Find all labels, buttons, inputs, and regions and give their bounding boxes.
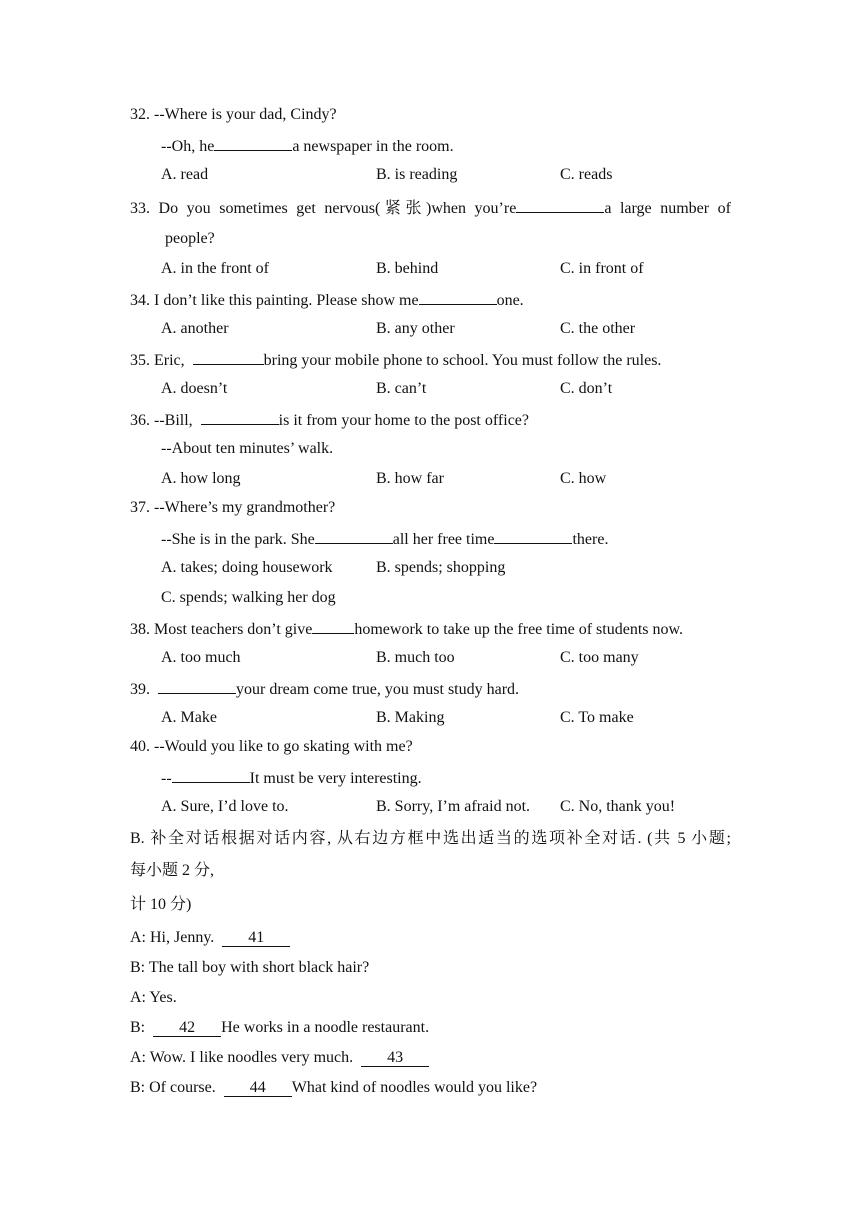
q36-option-b: B. how far xyxy=(376,470,444,487)
q39-option-a: A. Make xyxy=(161,709,217,726)
q32-text-a: --Oh, he xyxy=(161,138,215,155)
dialog-line-5 xyxy=(130,1048,429,1068)
q34-option-c: C. the other xyxy=(560,320,636,337)
dialog-line-4 xyxy=(130,1018,429,1038)
q34-option-a: A. another xyxy=(161,320,229,337)
section-b-heading-2: 每小题 2 分, xyxy=(130,862,215,879)
q35-text-b: bring your mobile phone to school. You must follow the rules. xyxy=(263,352,662,369)
q37-line2 xyxy=(161,528,608,550)
q36-line2: --About ten minutes’ walk. xyxy=(161,440,334,457)
q38-text-a: 38. Most teachers don’t give xyxy=(130,621,313,638)
answer-blank xyxy=(193,349,264,365)
blank-42: 42 xyxy=(153,1019,221,1037)
q39-option-c: C. To make xyxy=(560,709,634,726)
q37-option-c: C. spends; walking her dog xyxy=(161,589,336,606)
q34-stem xyxy=(130,289,524,311)
answer-blank xyxy=(172,767,250,783)
dialog-text: A: Hi, Jenny. xyxy=(130,929,219,946)
q38-stem xyxy=(130,618,683,640)
answer-blank xyxy=(494,528,572,544)
q36-stem xyxy=(130,409,529,431)
q32-stem: 32. --Where is your dad, Cindy? xyxy=(130,106,337,123)
section-b-heading: B. 补全对话根据对话内容, 从右边方框中选出适当的选项补全对话. (共 5 小题; xyxy=(130,830,731,847)
blank-41: 41 xyxy=(222,929,290,947)
q34-option-b: B. any other xyxy=(376,320,455,337)
answer-blank xyxy=(419,289,497,305)
q37-text-c: there. xyxy=(572,531,609,548)
q35-option-b: B. can’t xyxy=(376,380,427,397)
q33-option-c: C. in front of xyxy=(560,260,644,277)
q36-text-b: is it from your home to the post office? xyxy=(278,412,529,429)
q37-text-a: --She is in the park. She xyxy=(161,531,315,548)
answer-blank xyxy=(315,528,393,544)
section-b-heading-3: 计 10 分) xyxy=(130,896,192,913)
blank-43: 43 xyxy=(361,1049,429,1067)
q34-text-b: one. xyxy=(496,292,524,309)
q35-stem xyxy=(130,349,661,371)
q40-option-c: C. No, thank you! xyxy=(560,798,676,815)
q33-text-b: a large number of xyxy=(604,200,731,217)
q35-option-c: C. don’t xyxy=(560,380,613,397)
q32-option-c: C. reads xyxy=(560,166,613,183)
q40-text-a: -- xyxy=(161,770,172,787)
q33-stem-cont: people? xyxy=(165,230,215,247)
q39-stem xyxy=(130,678,519,700)
q37-stem: 37. --Where’s my grandmother? xyxy=(130,499,336,516)
dialog-text: A: Wow. I like noodles very much. xyxy=(130,1049,358,1066)
answer-blank xyxy=(312,618,354,634)
dialog-text: B: xyxy=(130,1019,150,1036)
q37-text-b: all her free time xyxy=(392,531,495,548)
dialog-text: What kind of noodles would you like? xyxy=(291,1079,538,1096)
q40-option-a: A. Sure, I’d love to. xyxy=(161,798,289,815)
q38-option-c: C. too many xyxy=(560,649,639,666)
q37-option-b: B. spends; shopping xyxy=(376,559,506,576)
q38-text-b: homework to take up the free time of students now. xyxy=(354,621,683,638)
dialog-line-1 xyxy=(130,928,290,948)
blank-44: 44 xyxy=(224,1079,292,1097)
q33-text-a: 33. Do you sometimes get nervous(紧张)when you’re xyxy=(130,200,517,217)
q36-option-a: A. how long xyxy=(161,470,241,487)
q39-text-a: 39. xyxy=(130,681,154,698)
q33-option-a: A. in the front of xyxy=(161,260,269,277)
q38-option-b: B. much too xyxy=(376,649,455,666)
answer-blank xyxy=(158,678,236,694)
q33-option-b: B. behind xyxy=(376,260,439,277)
q36-text-a: 36. --Bill, xyxy=(130,412,197,429)
q40-option-b: B. Sorry, I’m afraid not. xyxy=(376,798,531,815)
q40-line2 xyxy=(161,767,422,789)
q32-option-a: A. read xyxy=(161,166,209,183)
q35-text-a: 35. Eric, xyxy=(130,352,189,369)
q39-option-b: B. Making xyxy=(376,709,445,726)
q33-stem xyxy=(130,197,731,219)
dialog-line-3: A: Yes. xyxy=(130,989,177,1006)
q40-stem: 40. --Would you like to go skating with me? xyxy=(130,738,413,755)
q32-option-b: B. is reading xyxy=(376,166,458,183)
q40-text-b: It must be very interesting. xyxy=(249,770,422,787)
q37-option-a: A. takes; doing housework xyxy=(161,559,333,576)
q36-option-c: C. how xyxy=(560,470,607,487)
q35-option-a: A. doesn’t xyxy=(161,380,228,397)
q32-text-b: a newspaper in the room. xyxy=(292,138,454,155)
q38-option-a: A. too much xyxy=(161,649,241,666)
answer-blank xyxy=(214,135,292,151)
q32-line2 xyxy=(161,135,454,157)
q34-text-a: 34. I don’t like this painting. Please show me xyxy=(130,292,419,309)
dialog-line-6 xyxy=(130,1078,537,1098)
dialog-line-2: B: The tall boy with short black hair? xyxy=(130,959,370,976)
answer-blank xyxy=(516,197,604,213)
dialog-text: He works in a noodle restaurant. xyxy=(221,1019,430,1036)
dialog-text: B: Of course. xyxy=(130,1079,220,1096)
q39-text-b: your dream come true, you must study hard. xyxy=(236,681,520,698)
answer-blank xyxy=(201,409,279,425)
